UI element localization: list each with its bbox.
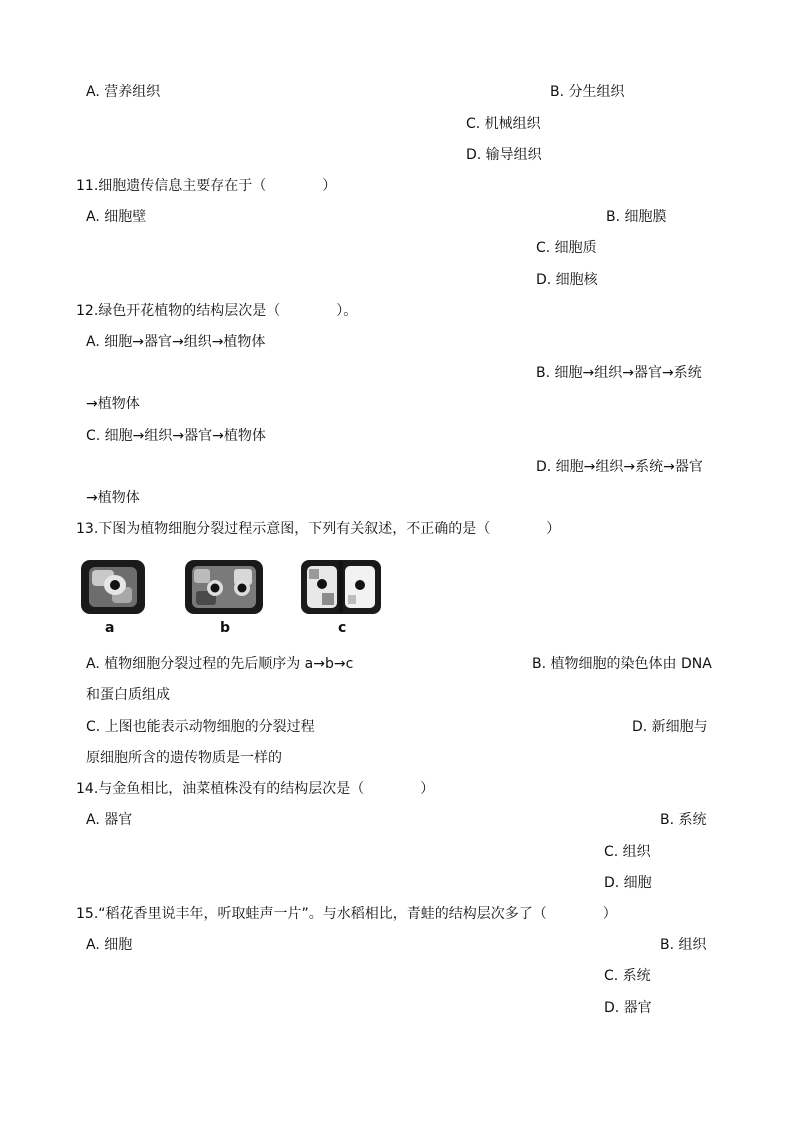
- q14-option-d: D. 细胞: [604, 875, 652, 891]
- q14-option-a: A. 器官: [86, 812, 133, 828]
- q14-stem: 14.与金鱼相比，油菜植株没有的结构层次是（ ）: [76, 781, 435, 797]
- q13-option-a: A. 植物细胞分裂过程的先后顺序为 a→b→c: [86, 656, 354, 672]
- q12-option-d-continued: →植物体: [86, 490, 140, 506]
- q15-option-c: C. 系统: [604, 968, 651, 984]
- q14-option-b: B. 系统: [660, 812, 707, 828]
- cell-a-label: a: [105, 620, 115, 636]
- q12-option-c: C. 细胞→组织→器官→植物体: [86, 428, 266, 444]
- q13-stem: 13.下图为植物细胞分裂过程示意图，下列有关叙述，不正确的是（ ）: [76, 521, 561, 537]
- cell-a-image: [78, 557, 148, 617]
- q15-stem: 15.“稻花香里说丰年，听取蛙声一片”。与水稻相比，青蛙的结构层次多了（ ）: [76, 906, 617, 922]
- q11-option-b: B. 细胞膜: [606, 209, 667, 225]
- q11-option-d: D. 细胞核: [536, 272, 598, 288]
- cell-c-image: [298, 557, 384, 617]
- q14-option-c: C. 组织: [604, 844, 651, 860]
- cell-b-label: b: [220, 620, 231, 636]
- q11-option-a: A. 细胞壁: [86, 209, 147, 225]
- q11-stem: 11.细胞遗传信息主要存在于（ ）: [76, 178, 337, 194]
- q13-option-d: D. 新细胞与: [632, 719, 708, 735]
- q13-option-c: C. 上图也能表示动物细胞的分裂过程: [86, 719, 315, 735]
- q12-stem: 12.绿色开花植物的结构层次是（ ）。: [76, 303, 358, 319]
- q15-option-b: B. 组织: [660, 937, 707, 953]
- q15-option-d: D. 器官: [604, 1000, 652, 1016]
- q15-option-a: A. 细胞: [86, 937, 133, 953]
- q10-option-d: D. 输导组织: [466, 147, 542, 163]
- cell-c-label: c: [338, 620, 347, 636]
- q12-option-a: A. 细胞→器官→组织→植物体: [86, 334, 266, 350]
- q12-option-d: D. 细胞→组织→系统→器官: [536, 459, 703, 475]
- cell-b-image: [182, 557, 266, 617]
- q13-option-b-continued: 和蛋白质组成: [86, 687, 170, 703]
- q12-option-b: B. 细胞→组织→器官→系统: [536, 365, 702, 381]
- q13-option-b: B. 植物细胞的染色体由 DNA: [532, 656, 712, 672]
- q11-option-c: C. 细胞质: [536, 240, 597, 256]
- q10-option-b: B. 分生组织: [550, 84, 625, 100]
- q13-option-d-continued: 原细胞所含的遗传物质是一样的: [86, 750, 282, 766]
- q10-option-a: A. 营养组织: [86, 84, 161, 100]
- cell-division-figure: [76, 557, 396, 639]
- q12-option-b-continued: →植物体: [86, 396, 140, 412]
- q10-option-c: C. 机械组织: [466, 116, 541, 132]
